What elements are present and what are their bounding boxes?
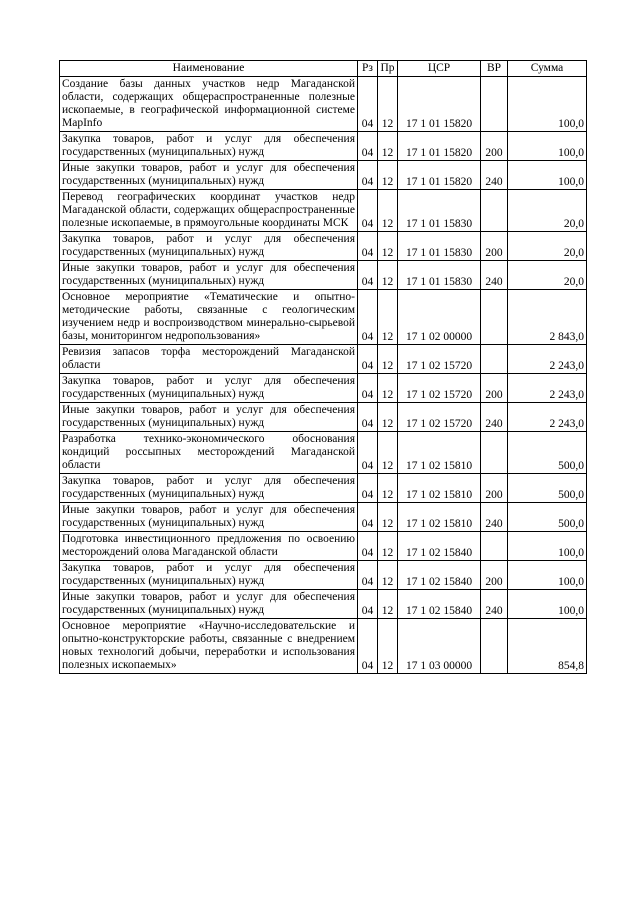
cell-vr — [481, 290, 508, 345]
cell-name: Иные закупки товаров, работ и услуг для обеспечения государственных (муниципальных) нужд — [60, 261, 358, 290]
table-row — [60, 403, 587, 432]
cell-sum: 2 843,0 — [508, 290, 587, 345]
cell-rz: 04 — [358, 345, 378, 374]
cell-csr: 17 1 02 15840 — [398, 532, 481, 561]
header-name: Наименование — [60, 61, 358, 77]
table-row — [60, 561, 587, 590]
cell-sum: 854,8 — [508, 619, 587, 674]
cell-name: Основное мероприятие «Научно-исследовательские и опытно-конструкторские работы, связанные с внедрением новых технологий добычи, переработки и использования полезных ископаемых» — [60, 619, 358, 674]
cell-csr: 17 1 01 15830 — [398, 261, 481, 290]
header-rz: Рз — [358, 61, 378, 77]
cell-sum: 100,0 — [508, 132, 587, 161]
cell-rz: 04 — [358, 290, 378, 345]
cell-sum: 20,0 — [508, 190, 587, 232]
table-row — [60, 261, 587, 290]
cell-pr: 12 — [378, 132, 398, 161]
cell-csr: 17 1 02 15720 — [398, 345, 481, 374]
cell-pr: 12 — [378, 474, 398, 503]
cell-rz: 04 — [358, 132, 378, 161]
cell-vr: 240 — [481, 403, 508, 432]
table-row — [60, 374, 587, 403]
cell-vr — [481, 190, 508, 232]
cell-pr: 12 — [378, 432, 398, 474]
cell-pr: 12 — [378, 619, 398, 674]
cell-rz: 04 — [358, 503, 378, 532]
cell-csr: 17 1 02 15720 — [398, 374, 481, 403]
cell-pr: 12 — [378, 503, 398, 532]
header-pr: Пр — [378, 61, 398, 77]
cell-sum: 20,0 — [508, 232, 587, 261]
table-body — [60, 77, 587, 674]
cell-pr: 12 — [378, 374, 398, 403]
cell-csr: 17 1 03 00000 — [398, 619, 481, 674]
cell-csr: 17 1 01 15820 — [398, 77, 481, 132]
cell-pr: 12 — [378, 77, 398, 132]
cell-rz: 04 — [358, 474, 378, 503]
cell-csr: 17 1 01 15820 — [398, 132, 481, 161]
cell-pr: 12 — [378, 232, 398, 261]
cell-vr: 200 — [481, 374, 508, 403]
budget-table — [59, 60, 587, 674]
table-row — [60, 474, 587, 503]
cell-sum: 2 243,0 — [508, 345, 587, 374]
header-row — [60, 61, 587, 77]
cell-vr: 200 — [481, 561, 508, 590]
cell-name: Иные закупки товаров, работ и услуг для обеспечения государственных (муниципальных) нужд — [60, 590, 358, 619]
table-row — [60, 345, 587, 374]
header-csr: ЦСР — [398, 61, 481, 77]
table-row — [60, 190, 587, 232]
cell-vr — [481, 345, 508, 374]
cell-pr: 12 — [378, 345, 398, 374]
cell-pr: 12 — [378, 403, 398, 432]
cell-name: Подготовка инвестиционного предложения по освоению месторождений олова Магаданской области — [60, 532, 358, 561]
cell-vr — [481, 532, 508, 561]
cell-rz: 04 — [358, 619, 378, 674]
table-row — [60, 77, 587, 132]
table-row — [60, 619, 587, 674]
cell-vr — [481, 619, 508, 674]
cell-vr: 240 — [481, 503, 508, 532]
header-sum: Сумма — [508, 61, 587, 77]
cell-vr: 240 — [481, 590, 508, 619]
cell-name: Иные закупки товаров, работ и услуг для обеспечения государственных (муниципальных) нужд — [60, 503, 358, 532]
cell-pr: 12 — [378, 190, 398, 232]
table-row — [60, 503, 587, 532]
cell-sum: 2 243,0 — [508, 374, 587, 403]
cell-vr — [481, 77, 508, 132]
cell-name: Закупка товаров, работ и услуг для обеспечения государственных (муниципальных) нужд — [60, 561, 358, 590]
cell-rz: 04 — [358, 77, 378, 132]
cell-csr: 17 1 02 15840 — [398, 590, 481, 619]
cell-pr: 12 — [378, 561, 398, 590]
cell-rz: 04 — [358, 232, 378, 261]
cell-name: Иные закупки товаров, работ и услуг для обеспечения государственных (муниципальных) нужд — [60, 403, 358, 432]
cell-name: Основное мероприятие «Тематические и опытно-методические работы, связанные с геологическим изучением недр и воспроизводством минерально-сырьевой базы, мониторингом недропользования» — [60, 290, 358, 345]
cell-name: Закупка товаров, работ и услуг для обеспечения государственных (муниципальных) нужд — [60, 132, 358, 161]
table-row — [60, 232, 587, 261]
cell-csr: 17 1 02 15810 — [398, 474, 481, 503]
table-row — [60, 532, 587, 561]
cell-csr: 17 1 02 00000 — [398, 290, 481, 345]
cell-sum: 100,0 — [508, 590, 587, 619]
cell-rz: 04 — [358, 590, 378, 619]
cell-vr: 240 — [481, 261, 508, 290]
cell-rz: 04 — [358, 190, 378, 232]
cell-csr: 17 1 01 15820 — [398, 161, 481, 190]
cell-rz: 04 — [358, 561, 378, 590]
table-row — [60, 132, 587, 161]
cell-csr: 17 1 02 15810 — [398, 432, 481, 474]
cell-pr: 12 — [378, 261, 398, 290]
table-row — [60, 590, 587, 619]
cell-sum: 100,0 — [508, 161, 587, 190]
cell-vr: 200 — [481, 132, 508, 161]
cell-csr: 17 1 02 15840 — [398, 561, 481, 590]
cell-rz: 04 — [358, 532, 378, 561]
cell-name: Закупка товаров, работ и услуг для обеспечения государственных (муниципальных) нужд — [60, 474, 358, 503]
cell-rz: 04 — [358, 261, 378, 290]
cell-sum: 500,0 — [508, 503, 587, 532]
cell-name: Закупка товаров, работ и услуг для обеспечения государственных (муниципальных) нужд — [60, 374, 358, 403]
cell-name: Иные закупки товаров, работ и услуг для обеспечения государственных (муниципальных) нужд — [60, 161, 358, 190]
cell-vr — [481, 432, 508, 474]
cell-pr: 12 — [378, 161, 398, 190]
cell-pr: 12 — [378, 532, 398, 561]
cell-sum: 20,0 — [508, 261, 587, 290]
cell-sum: 500,0 — [508, 474, 587, 503]
cell-csr: 17 1 01 15830 — [398, 232, 481, 261]
header-vr: ВР — [481, 61, 508, 77]
cell-name: Перевод географических координат участков недр Магаданской области, содержащих общераспространенные полезные ископаемые, в прямоугольные координаты МСК — [60, 190, 358, 232]
cell-vr: 240 — [481, 161, 508, 190]
cell-rz: 04 — [358, 432, 378, 474]
cell-sum: 500,0 — [508, 432, 587, 474]
table-row — [60, 161, 587, 190]
cell-pr: 12 — [378, 290, 398, 345]
cell-rz: 04 — [358, 374, 378, 403]
table-row — [60, 432, 587, 474]
cell-rz: 04 — [358, 161, 378, 190]
cell-sum: 2 243,0 — [508, 403, 587, 432]
table-row — [60, 290, 587, 345]
cell-vr: 200 — [481, 232, 508, 261]
cell-sum: 100,0 — [508, 561, 587, 590]
cell-csr: 17 1 01 15830 — [398, 190, 481, 232]
cell-sum: 100,0 — [508, 532, 587, 561]
cell-name: Разработка технико-экономического обоснования кондиций россыпных месторождений Магаданской области — [60, 432, 358, 474]
cell-vr: 200 — [481, 474, 508, 503]
cell-rz: 04 — [358, 403, 378, 432]
cell-name: Закупка товаров, работ и услуг для обеспечения государственных (муниципальных) нужд — [60, 232, 358, 261]
cell-name: Ревизия запасов торфа месторождений Магаданской области — [60, 345, 358, 374]
cell-csr: 17 1 02 15720 — [398, 403, 481, 432]
cell-sum: 100,0 — [508, 77, 587, 132]
cell-pr: 12 — [378, 590, 398, 619]
cell-csr: 17 1 02 15810 — [398, 503, 481, 532]
cell-name: Создание базы данных участков недр Магаданской области, содержащих общераспространенные полезные ископаемые, в географической информационной системе MapInfo — [60, 77, 358, 132]
